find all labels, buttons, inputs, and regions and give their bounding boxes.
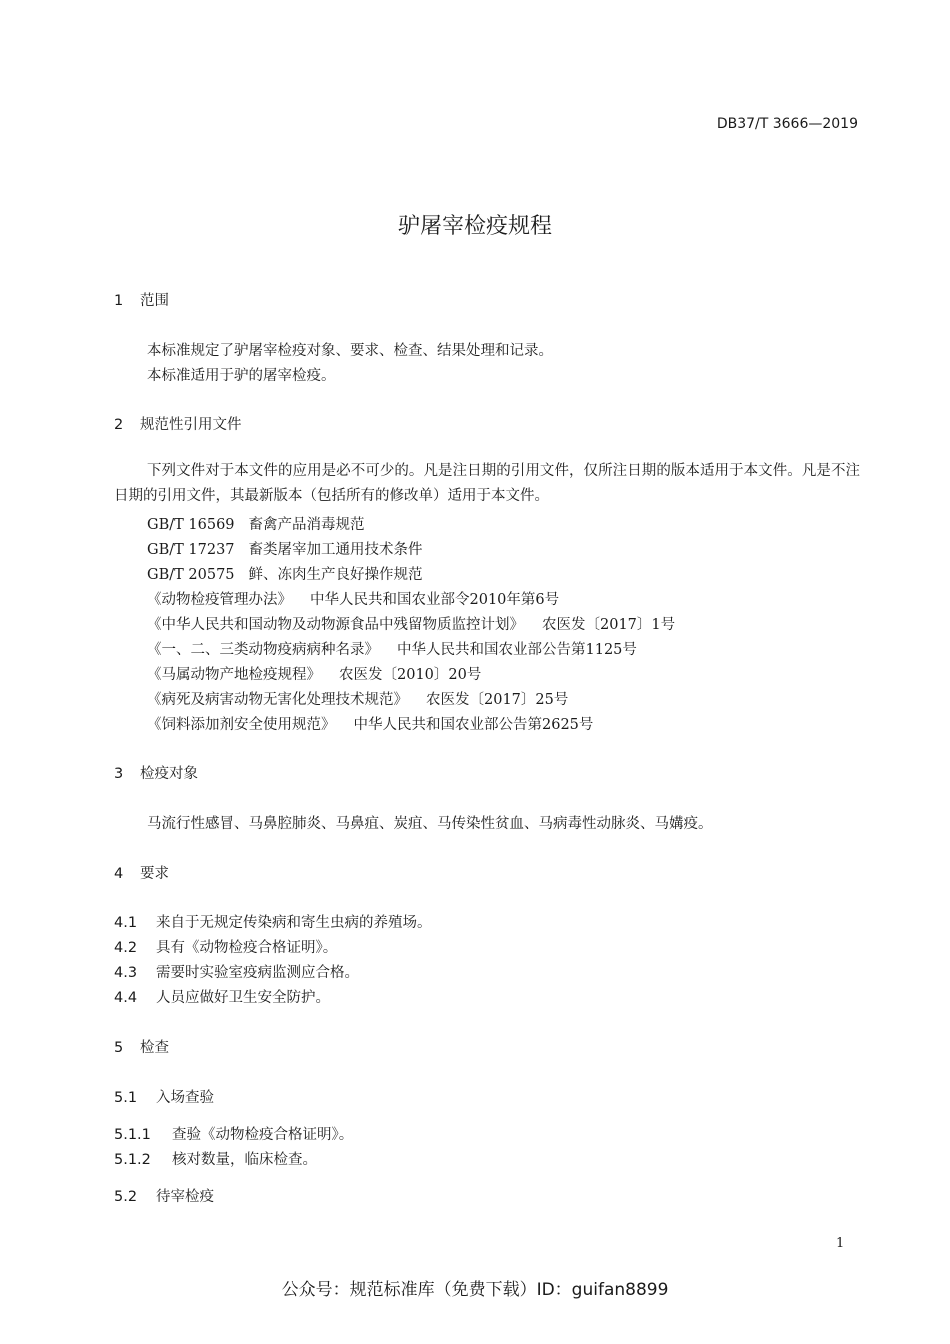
document-title: 驴屠宰检疫规程: [397, 214, 552, 239]
requirement-item: [114, 961, 359, 982]
section-number: 3: [114, 766, 124, 782]
subsection-5-1-heading: [114, 1086, 214, 1107]
reference-item: [147, 638, 637, 659]
footer-watermark: 公众号：规范标准库（免费下载）ID：guifan8899: [281, 1280, 669, 1300]
item-text: 核对数量，临床检查。: [172, 1152, 317, 1168]
item-number: 4.4: [114, 990, 138, 1006]
item-text: 查验《动物检疫合格证明》。: [172, 1127, 354, 1143]
subsection-title: 待宰检疫: [156, 1189, 214, 1205]
section-number: 4: [114, 866, 124, 882]
reference-title: 《病死及病害动物无害化处理技术规范》: [147, 692, 408, 708]
reference-item: [147, 688, 568, 709]
reference-code: GB/T 17237: [147, 542, 235, 558]
reference-issuer: 农医发〔2010〕20号: [339, 667, 482, 683]
section-2-heading: [114, 413, 242, 434]
section-3-heading: [114, 762, 198, 783]
reference-item: [147, 563, 423, 584]
reference-title: 《马属动物产地检疫规程》: [147, 667, 321, 683]
item-number: 4.2: [114, 940, 138, 956]
subsection-number: 5.1: [114, 1090, 138, 1106]
section-title: 要求: [140, 866, 169, 882]
section-number: 1: [114, 293, 124, 309]
item-number: 4.1: [114, 915, 138, 931]
section-title: 检疫对象: [140, 766, 198, 782]
page-number: 1: [836, 1236, 845, 1251]
paragraph: 马流行性感冒、马鼻腔肺炎、马鼻疽、炭疽、马传染性贫血、马病毒性动脉炎、马媾疫。: [147, 816, 713, 832]
reference-title: 畜禽产品消毒规范: [248, 517, 365, 533]
section-number: 5: [114, 1040, 124, 1056]
check-item: [114, 1148, 317, 1169]
reference-issuer: 农医发〔2017〕1号: [542, 617, 676, 633]
section-5-heading: [114, 1036, 169, 1057]
subsection-5-2-heading: [114, 1185, 214, 1206]
reference-item: [147, 588, 559, 609]
reference-item: [147, 538, 423, 559]
section-4-heading: [114, 862, 169, 883]
requirement-item: [114, 911, 432, 932]
reference-title: 鲜、冻肉生产良好操作规范: [248, 567, 423, 583]
subsection-title: 入场查验: [156, 1090, 214, 1106]
paragraph: 本标准适用于驴的屠宰检疫。: [147, 368, 336, 384]
requirement-item: [114, 936, 337, 957]
document-code: DB37/T 3666—2019: [716, 116, 858, 132]
reference-item: [147, 713, 593, 734]
reference-title: 《中华人民共和国动物及动物源食品中残留物质监控计划》: [147, 617, 524, 633]
references-intro: 下列文件对于本文件的应用是必不可少的。凡是注日期的引用文件，仅所注日期的版本适用于本文件。凡是不注日期的引用文件，其最新版本（包括所有的修改单）适用于本文件。: [114, 463, 860, 504]
check-item: [114, 1123, 353, 1144]
section-title: 检查: [140, 1040, 169, 1056]
item-text: 来自于无规定传染病和寄生虫病的养殖场。: [156, 915, 432, 931]
section-1-heading: [114, 289, 169, 310]
section-number: 2: [114, 417, 124, 433]
reference-title: 《饲料添加剂安全使用规范》: [147, 717, 336, 733]
reference-code: GB/T 20575: [147, 567, 235, 583]
reference-item: [147, 613, 675, 634]
subsection-number: 5.2: [114, 1189, 138, 1205]
section-title: 范围: [140, 293, 169, 309]
reference-issuer: 中华人民共和国农业部令2010年第6号: [310, 592, 560, 608]
item-text: 具有《动物检疫合格证明》。: [156, 940, 338, 956]
reference-issuer: 农医发〔2017〕25号: [426, 692, 569, 708]
item-number: 5.1.2: [114, 1152, 151, 1168]
reference-title: 《一、二、三类动物疫病病种名录》: [147, 642, 379, 658]
item-text: 需要时实验室疫病监测应合格。: [156, 965, 359, 981]
section-title: 规范性引用文件: [140, 417, 242, 433]
reference-code: GB/T 16569: [147, 517, 235, 533]
item-number: 4.3: [114, 965, 138, 981]
item-number: 5.1.1: [114, 1127, 151, 1143]
reference-item: [147, 513, 365, 534]
requirement-item: [114, 986, 330, 1007]
reference-title: 畜类屠宰加工通用技术条件: [248, 542, 423, 558]
reference-item: [147, 663, 481, 684]
reference-title: 《动物检疫管理办法》: [147, 592, 292, 608]
reference-issuer: 中华人民共和国农业部公告第1125号: [397, 642, 637, 658]
reference-issuer: 中华人民共和国农业部公告第2625号: [353, 717, 594, 733]
paragraph: 本标准规定了驴屠宰检疫对象、要求、检查、结果处理和记录。: [147, 343, 553, 359]
item-text: 人员应做好卫生安全防护。: [156, 990, 330, 1006]
